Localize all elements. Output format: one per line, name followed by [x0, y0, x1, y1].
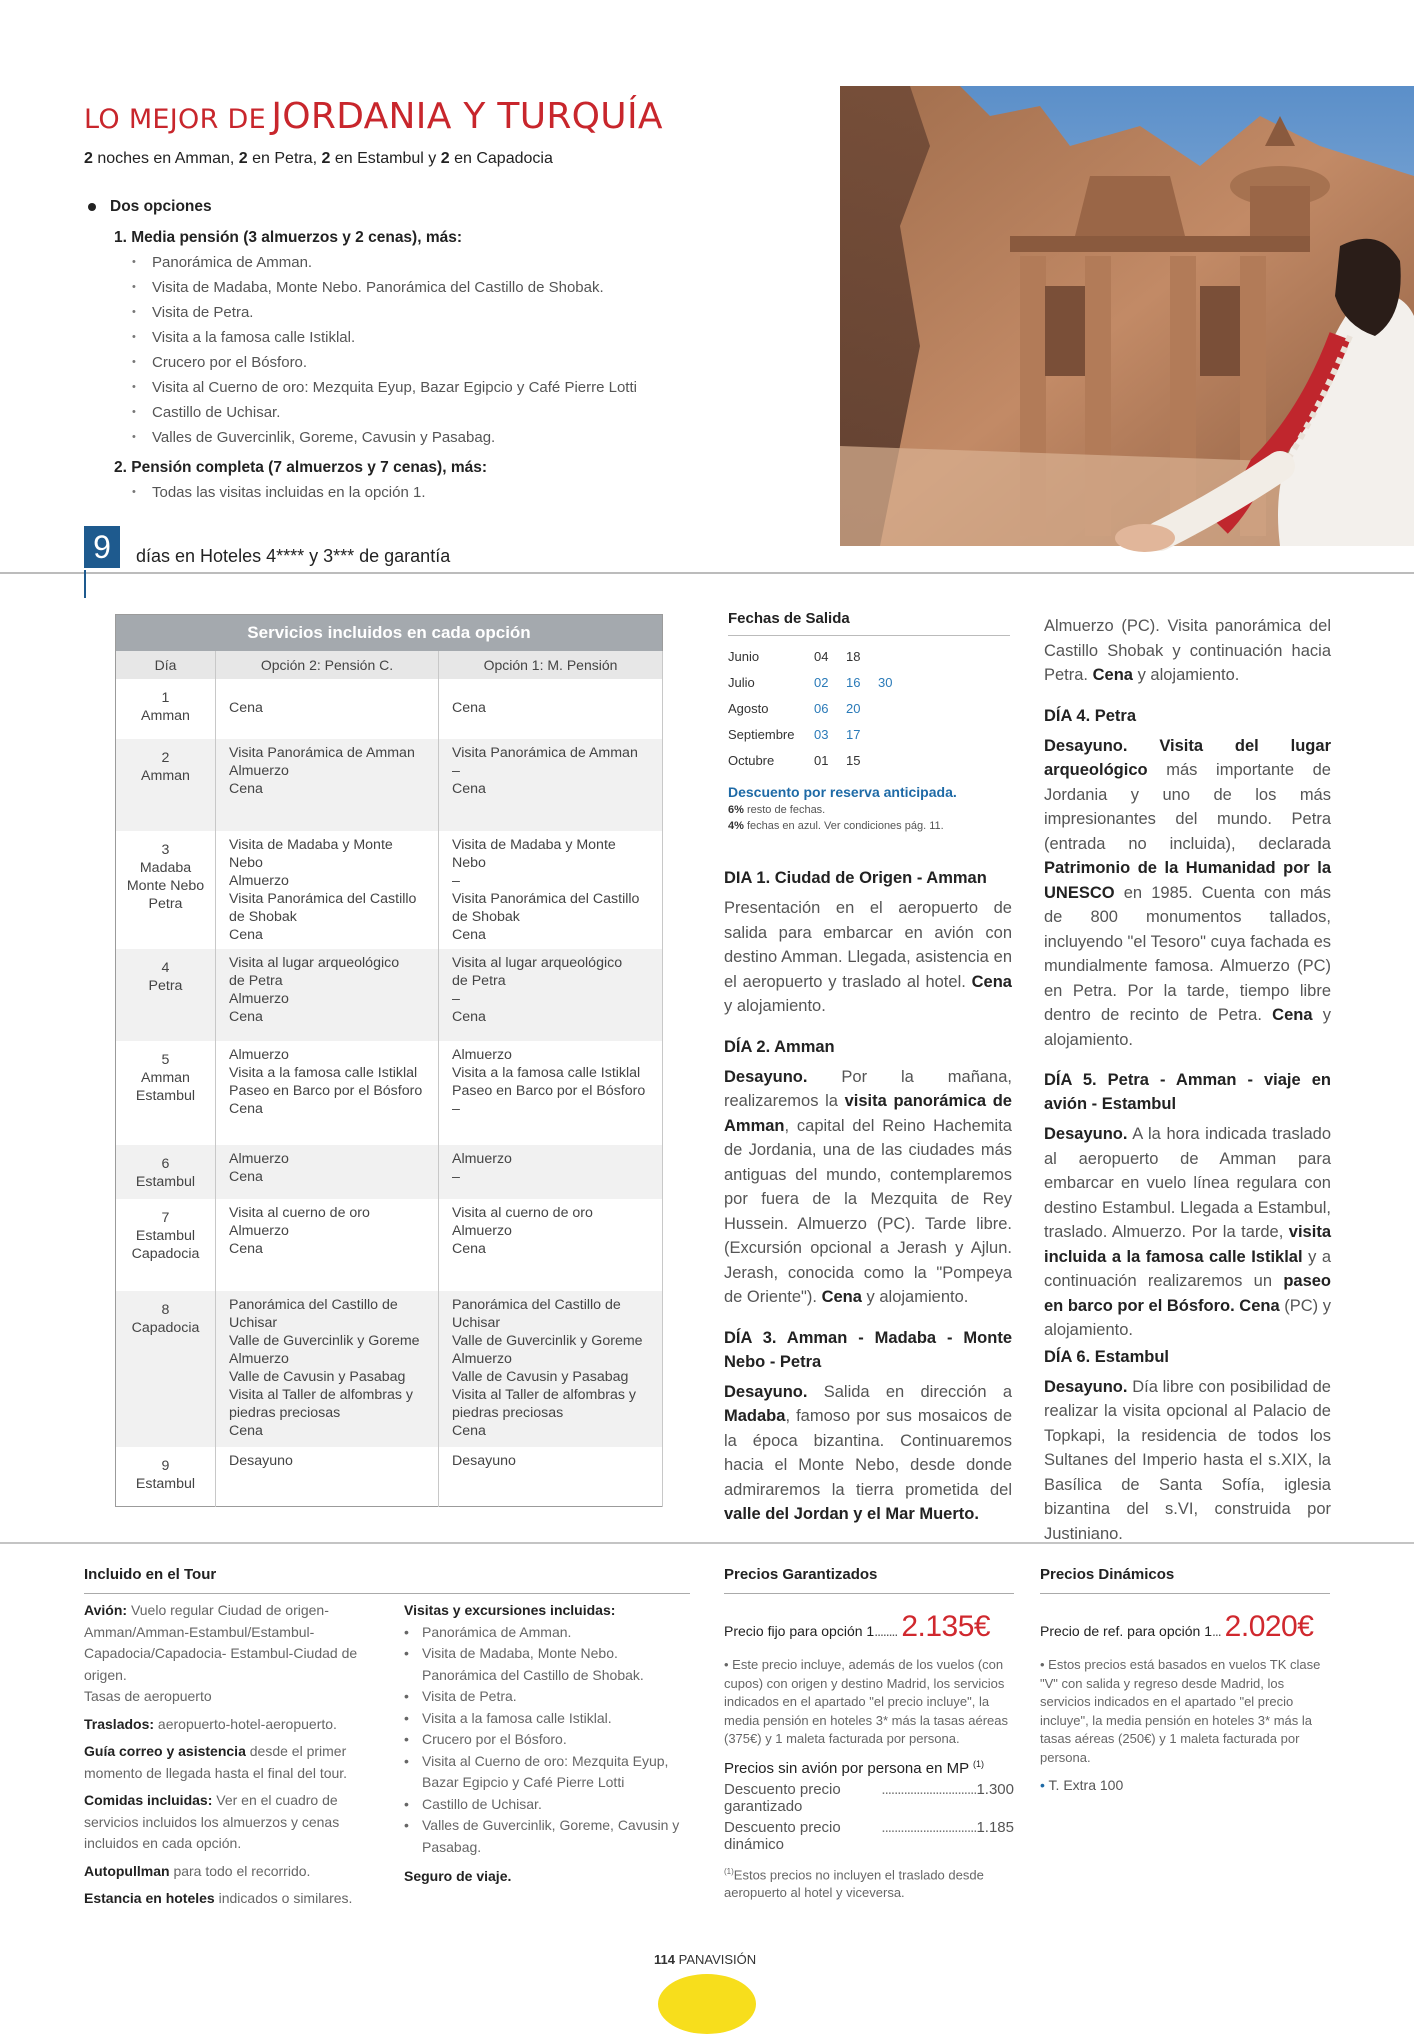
autopullman-label: Autopullman: [84, 1862, 170, 1879]
visit-item-text: Valles de Guvercinlik, Goreme, Cavusin y Pasabag.: [422, 1817, 680, 1855]
section-divider: [0, 572, 1414, 574]
day4-text: [1044, 734, 1331, 1053]
discount-line-2: [728, 820, 1010, 832]
day-cell: 9 Estambul: [116, 1447, 216, 1507]
option-item-text: Panorámica de Amman.: [152, 254, 313, 271]
dynamic-price-row: [1040, 1610, 1330, 1644]
avion-text: Vuelo regular Ciudad de origen-Amman/Amman-Estambul/Estambul-Capadocia/Capadocia- Estambul-Ciudad de origen.: [84, 1602, 358, 1683]
visit-item: [404, 1643, 694, 1686]
departure-dates-heading: Fechas de Salida: [728, 610, 1010, 636]
day2-text-3: y alojamiento.: [866, 1288, 969, 1306]
bullet-icon: •: [404, 1688, 409, 1704]
included-section: [84, 1566, 690, 1594]
options-heading-text: Dos opciones: [110, 198, 212, 215]
visit-item-text: Visita de Petra.: [422, 1688, 517, 1704]
day1-text-2: y alojamiento.: [724, 997, 826, 1015]
option-item-text: Crucero por el Bósforo.: [152, 354, 308, 371]
footnote-text: Estos precios no incluyen el traslado desde aeropuerto al hotel y viceversa.: [724, 1866, 984, 1900]
departure-day: 20: [846, 701, 861, 716]
discount-2-text: fechas en azul. Ver condiciones pág. 11.: [746, 820, 944, 832]
opcion1-cell: Visita al lugar arqueológico de Petra – Cena: [439, 949, 663, 1041]
day5-text-3: (PC) y alojamiento.: [1044, 1296, 1331, 1339]
opcion2-cell: Visita al lugar arqueológico de Petra Almuerzo Cena: [216, 949, 439, 1041]
nights-amman-count: 2: [84, 150, 93, 167]
bullet-icon: •: [132, 306, 136, 318]
services-table-body: [116, 679, 663, 1507]
table-row: [116, 679, 663, 739]
month-label: Junio: [728, 649, 760, 664]
day-cell: 5 Amman Estambul: [116, 1041, 216, 1145]
no-flight-row-guaranteed: [724, 1781, 1014, 1815]
opcion2-cell: Panorámica del Castillo de Uchisar Valle de Guvercinlik y Goreme Almuerzo Valle de Cavusin y Pasabag Visita al Taller de alfombras y piedras preciosas Cena: [216, 1291, 439, 1447]
title-prefix: LO MEJOR DE: [84, 104, 266, 135]
day-cell: 3 Madaba Monte Nebo Petra: [116, 831, 216, 949]
page-tab-marker: [658, 1974, 756, 2034]
day4-text-2: en 1985. Cuenta con más de 800 monumentos tallados, incluyendo "el Tesoro" cuya fachada es mundialmente famosa. Almuerzo (PC) en Petra. Por la tarde, tiempo libre dentro de recinto de Petra.: [1044, 883, 1331, 1024]
opcion1-cell: Visita al cuerno de oro Almuerzo Cena: [439, 1199, 663, 1291]
visit-item: [404, 1729, 694, 1751]
comidas-text: Ver en el cuadro de servicios incluidos los almuerzos y cenas incluidos en cada opción.: [84, 1792, 340, 1851]
bullet-icon: •: [132, 486, 136, 498]
option-item: [132, 350, 804, 375]
included-heading: Incluido en el Tour: [84, 1566, 690, 1594]
day2-text-2: , capital del Reino Hachemita de Jordania, una de las ciudades más antiguas del mundo, contemplaremos por fuera de la Mezquita de Rey Hussein. Almuerzo (PC). Tarde libre. (Excursión opcional a Jerash y Ajlun. Jerash, conocida como la "Pompeya de Oriente").: [724, 1116, 1012, 1306]
day6-text-1: Día libre con posibilidad de realizar la visita opcional al Palacio de Topkapi, la residencia de todos los Sultanes del Imperio hasta el s.XIX, la Basílica de Santa Sofía, iglesia bizantina del s.VI, construida por Justiniano.: [1044, 1377, 1331, 1543]
day5-text: [1044, 1122, 1331, 1343]
services-table-caption: Servicios incluidos en cada opción: [116, 615, 663, 651]
day4-bold-2: Patrimonio de la Humanidad por la UNESCO: [1044, 859, 1331, 902]
guaranteed-price-row: [724, 1610, 1014, 1644]
discount-line-1: [728, 804, 1010, 816]
visits-list: [404, 1622, 694, 1859]
departure-day: 30: [878, 675, 893, 690]
bottom-divider: [0, 1542, 1414, 1544]
dynamic-prices-heading: Precios Dinámicos: [1040, 1566, 1330, 1594]
bullet-icon: •: [132, 281, 136, 293]
included-autopullman: [84, 1861, 372, 1883]
day3-bold-2: Madaba: [724, 1407, 786, 1425]
opcion2-cell: Almuerzo Cena: [216, 1145, 439, 1199]
day-cell: 7 Estambul Capadocia: [116, 1199, 216, 1291]
bullet-icon: •: [404, 1795, 409, 1812]
days-hotels-text: días en Hoteles 4**** y 3*** de garantía: [136, 546, 451, 566]
opcion1-cell: Visita Panorámica de Amman – Cena: [439, 739, 663, 831]
bullet-icon: •: [132, 256, 136, 268]
day6-bold-1: Desayuno.: [1044, 1377, 1128, 1396]
opcion1-cell: Almuerzo Visita a la famosa calle Istiklal Paseo en Barco por el Bósforo –: [439, 1041, 663, 1145]
nights-capadocia-label: en Capadocia: [454, 150, 553, 167]
visit-item-text: Crucero por el Bósforo.: [422, 1731, 567, 1747]
opcion2-cell: Desayuno: [216, 1447, 439, 1507]
bullet-icon: •: [132, 331, 136, 343]
month-label: Agosto: [728, 701, 769, 716]
departure-month-row: [728, 748, 1010, 774]
departure-day: 15: [846, 753, 861, 768]
day2-title: DÍA 2. Amman: [724, 1037, 835, 1056]
visit-item-text: Panorámica de Amman.: [422, 1623, 572, 1640]
option-item: [132, 250, 804, 275]
option2-list: [132, 480, 804, 505]
discount-2-pct: 4%: [728, 820, 744, 832]
autopullman-text: para todo el recorrido.: [173, 1862, 311, 1879]
day4-title: DÍA 4. Petra: [1044, 706, 1137, 725]
opcion1-cell: Cena: [439, 679, 663, 739]
dynamic-price-note: • Estos precios está basados en vuelos TK clase "V" con salida y regreso desde Madrid, los servicios indicados en el apartado "el precio incluye", la media pensión en hoteles 3* más la tasas aéreas (250€) y 1 maleta facturada por persona.: [1040, 1657, 1321, 1765]
nights-estambul-label: en Estambul y: [334, 150, 437, 167]
opcion2-cell: Visita al cuerno de oro Almuerzo Cena: [216, 1199, 439, 1291]
day5-title: DÍA 5. Petra - Amman - viaje en avión - Estambul: [1044, 1071, 1331, 1113]
guia-label: Guía correo y asistencia: [84, 1743, 246, 1759]
departure-dates: [728, 610, 1010, 832]
travel-insurance: Seguro de viaje.: [404, 1868, 512, 1884]
visits-heading: Visitas y excursiones incluidas:: [404, 1602, 616, 1618]
guaranteed-prices: [724, 1566, 1014, 1902]
month-label: Julio: [728, 675, 755, 690]
estancia-label: Estancia en hoteles: [84, 1890, 215, 1906]
no-flight-heading-text: Precios sin avión por persona en MP: [724, 1759, 969, 1777]
day5-bold-2: visita incluida a la famosa calle Istiklal: [1044, 1223, 1331, 1266]
option-item: [132, 325, 804, 350]
day3-text-part2: [1044, 614, 1331, 688]
day3-text-3: Almuerzo (PC). Visita panorámica del Castillo Shobak y continuación hacia Petra.: [1044, 617, 1331, 684]
departure-day: 04: [814, 649, 829, 664]
no-flight-footnote: [724, 1863, 1014, 1902]
divider-accent: [84, 570, 86, 598]
month-label: Septiembre: [728, 727, 795, 742]
day1-text-1: Presentación en el aeropuerto de salida para embarcar en avión con destino Amman. Llegada, asistencia en el aeropuerto y traslado al hotel.: [724, 899, 1012, 991]
day1-bold-1: Cena: [971, 972, 1012, 991]
day2-bold-3: Cena: [821, 1288, 862, 1306]
nights-estambul-count: 2: [321, 150, 331, 167]
day2-bold-2: visita panorámica de Amman: [724, 1092, 1012, 1135]
opcion2-cell: Visita de Madaba y Monte Nebo Almuerzo Visita Panorámica del Castillo de Shobak Cena: [216, 831, 439, 949]
option-item: [132, 300, 804, 325]
row2-label: Descuento precio dinámico: [724, 1818, 841, 1853]
bullet-icon: •: [132, 406, 136, 418]
visit-item-text: Visita al Cuerno de oro: Mezquita Eyup, Bazar Egipcio y Café Pierre Lotti: [422, 1752, 669, 1790]
table-row: [116, 1041, 663, 1145]
day3-bold-3: valle del Jordan y el Mar Muerto.: [724, 1505, 979, 1523]
bullet-icon: •: [132, 356, 136, 368]
avion-label: Avión:: [84, 1602, 128, 1618]
page-footer: [654, 1952, 756, 1967]
no-flight-row-dynamic: [724, 1819, 1014, 1853]
option1-list: [132, 250, 804, 450]
guia-text: desde el primer momento de llegada hasta el final del tour.: [84, 1743, 348, 1781]
day3-text-2: , famoso por sus mosaicos de la época bizantina. Continuaremos hacia el Monte Nebo, desde donde admiraremos la tierra prometida del: [724, 1407, 1012, 1499]
options-section: [84, 196, 804, 505]
bullet-icon: •: [404, 1817, 409, 1833]
day-cell: 1 Amman: [116, 679, 216, 739]
day-cell: 8 Capadocia: [116, 1291, 216, 1447]
departure-day: 03: [814, 727, 829, 742]
day3-title: DÍA 3. Amman - Madaba - Monte Nebo - Petra: [724, 1328, 1012, 1371]
departure-day: 17: [846, 727, 861, 742]
nights-capadocia-count: 2: [440, 150, 450, 167]
bullet-icon: •: [404, 1731, 409, 1747]
month-label: Octubre: [728, 753, 775, 768]
day6-text: [1044, 1375, 1331, 1547]
visit-item: [404, 1794, 694, 1816]
bullet-icon: •: [404, 1623, 409, 1640]
itinerary-column-2: [1044, 614, 1331, 1546]
included-tasas: Tasas de aeropuerto: [84, 1688, 212, 1704]
visit-item: [404, 1815, 694, 1858]
day2-text-1: Por la mañana, realizaremos la: [724, 1067, 1012, 1110]
nights-amman-label: noches en Amman,: [97, 150, 235, 167]
included-guia: [84, 1741, 372, 1784]
included-comidas: [84, 1790, 372, 1855]
day5-text-2: y a continuación realizaremos un: [1044, 1247, 1331, 1290]
day3-text-4: y alojamiento.: [1137, 666, 1240, 684]
day-cell: 2 Amman: [116, 739, 216, 831]
nights-petra-count: 2: [238, 150, 248, 167]
included-left-column: [84, 1600, 372, 1916]
dynamic-prices: [1040, 1566, 1330, 1793]
bullet-icon: •: [1040, 1777, 1045, 1793]
row2-leader: ..............................: [881, 1818, 977, 1836]
early-booking-heading: Descuento por reserva anticipada.: [728, 784, 957, 800]
option-item: [132, 400, 804, 425]
option1-title: 1. Media pensión (3 almuerzos y 2 cenas), más:: [114, 229, 463, 246]
departure-day: 02: [814, 675, 829, 690]
included-avion: [84, 1600, 372, 1686]
departure-day: 18: [846, 649, 861, 664]
day4-bold-3: Cena: [1272, 1006, 1313, 1024]
guaranteed-price-note: • Este precio incluye, además de los vuelos (con cupos) con origen y destino Madrid, los servicios indicados en el apartado "el precio incluye", la media pensión en hoteles 3* más la tasas aéreas (375€) y 1 maleta facturada por persona.: [724, 1657, 1009, 1746]
day3-text-part1: [724, 1380, 1012, 1527]
day3-bold-4: Cena: [1092, 666, 1133, 684]
opcion1-cell: Desayuno: [439, 1447, 663, 1507]
comidas-label: Comidas incluidas:: [84, 1792, 213, 1808]
discount-1-pct: 6%: [728, 804, 744, 816]
day1-title: DIA 1. Ciudad de Origen - Amman: [724, 869, 987, 887]
departure-day: 01: [814, 753, 829, 768]
dynamic-price-label: Precio de ref. para opción 1: [1040, 1623, 1212, 1639]
dynamic-price-amount: 2.020€: [1224, 1610, 1314, 1643]
row1-label: Descuento precio garantizado: [724, 1780, 841, 1815]
day4-bold-1: Desayuno. Visita del lugar arqueológico: [1044, 736, 1331, 779]
table-row: [116, 1291, 663, 1447]
departure-day: 16: [846, 675, 861, 690]
day5-bold-3: paseo en barco por el Bósforo. Cena: [1044, 1272, 1332, 1315]
opcion2-cell: Almuerzo Visita a la famosa calle Istiklal Paseo en Barco por el Bósforo Cena: [216, 1041, 439, 1145]
opcion2-cell: Visita Panorámica de Amman Almuerzo Cena: [216, 739, 439, 831]
visit-item: [404, 1622, 694, 1644]
traslados-label: Traslados:: [84, 1715, 155, 1732]
visit-item: [404, 1751, 694, 1794]
guaranteed-price-label: Precio fijo para opción 1: [724, 1623, 875, 1639]
no-flight-footnote-ref: (1): [973, 1758, 985, 1769]
petra-photo-illustration: [840, 86, 1414, 546]
row2-value: 1.185: [976, 1818, 1014, 1836]
option-item-text: Visita al Cuerno de oro: Mezquita Eyup, Bazar Egipcio y Café Pierre Lotti: [152, 379, 637, 396]
option2-title: 2. Pensión completa (7 almuerzos y 7 cenas), más:: [114, 459, 488, 476]
day3-text-1: Salida en dirección a: [823, 1382, 1012, 1401]
visit-item: [404, 1708, 694, 1730]
visit-item: [404, 1686, 694, 1708]
estancia-text: indicados o similares.: [218, 1890, 353, 1906]
col-header-dia: Día: [116, 651, 216, 679]
departure-month-row: [728, 644, 1010, 670]
day2-text: [724, 1065, 1012, 1310]
visit-item-text: Visita a la famosa calle Istiklal.: [422, 1709, 612, 1726]
option-item: [132, 480, 804, 505]
services-table: [115, 614, 663, 1507]
discount-1-text: resto de fechas.: [746, 804, 826, 816]
visit-item-text: Castillo de Uchisar.: [422, 1795, 542, 1812]
day4-text-3: y alojamiento.: [1044, 1006, 1332, 1049]
traslados-text: aeropuerto-hotel-aeropuerto.: [157, 1715, 337, 1732]
col-header-opcion2: Opción 2: Pensión C.: [216, 651, 439, 679]
table-row: [116, 1447, 663, 1507]
included-visits-column: [404, 1600, 694, 1888]
visit-item-text: Visita de Madaba, Monte Nebo. Panorámica del Castillo de Shobak.: [422, 1645, 644, 1683]
extra-supplement-text: T. Extra 100: [1048, 1777, 1124, 1793]
page-number: 114: [654, 1952, 675, 1967]
day4-text-1: más importante de Jordania y uno de los más impresionantes del mundo. Petra (entrada no incluida), declarada: [1044, 761, 1331, 853]
subtitle: [84, 150, 553, 168]
extra-supplement: [1040, 1777, 1330, 1793]
itinerary-column-1: [724, 866, 1012, 1527]
table-row: [116, 739, 663, 831]
bullet-icon: [88, 203, 96, 211]
opcion1-cell: Panorámica del Castillo de Uchisar Valle de Guvercinlik y Goreme Almuerzo Valle de Cavusin y Pasabag Visita al Taller de alfombras y piedras preciosas Cena: [439, 1291, 663, 1447]
guaranteed-prices-heading: Precios Garantizados: [724, 1566, 1014, 1594]
options-heading: [84, 196, 804, 218]
footnote-marker: (1): [724, 1866, 734, 1876]
option-item-text: Todas las visitas incluidas en la opción 1.: [152, 484, 426, 501]
departure-month-row: [728, 696, 1010, 722]
title-main: JORDANIA Y TURQUÍA: [271, 96, 663, 137]
nights-petra-label: en Petra,: [252, 150, 318, 167]
hero-photo-petra: [840, 86, 1414, 546]
option-item-text: Valles de Guvercinlik, Goreme, Cavusin y Pasabag.: [152, 429, 496, 446]
departure-day: 06: [814, 701, 829, 716]
option-item: [132, 275, 804, 300]
day-cell: 6 Estambul: [116, 1145, 216, 1199]
bullet-icon: •: [404, 1645, 409, 1661]
dynamic-price-leader: ...: [1212, 1623, 1221, 1639]
bullet-icon: •: [404, 1752, 409, 1769]
included-traslados: [84, 1714, 372, 1736]
opcion1-cell: Visita de Madaba y Monte Nebo – Visita Panorámica del Castillo de Shobak Cena: [439, 831, 663, 949]
col-header-opcion1: Opción 1: M. Pensión: [439, 651, 663, 679]
days-count-badge: 9: [84, 526, 120, 568]
day5-text-1: A la hora indicada traslado al aeropuerto de Amman para embarcar en vuelo línea regulara con destino Estambul. Llegada a Estambul, traslado. Almuerzo. Por la tarde,: [1044, 1125, 1331, 1241]
table-row: [116, 949, 663, 1041]
guaranteed-price-leader: ........: [874, 1623, 898, 1639]
departure-dates-list: [728, 644, 1010, 774]
guaranteed-price-amount: 2.135€: [901, 1610, 991, 1643]
table-row: [116, 1145, 663, 1199]
option-item-text: Castillo de Uchisar.: [152, 404, 281, 421]
bullet-icon: •: [132, 381, 136, 393]
option-item: [132, 425, 804, 450]
table-row: [116, 1199, 663, 1291]
option-item: [132, 375, 804, 400]
day6-title: DÍA 6. Estambul: [1044, 1347, 1169, 1366]
row1-leader: ..............................: [881, 1780, 977, 1798]
day5-bold-1: Desayuno.: [1044, 1125, 1128, 1143]
page-title: [84, 96, 663, 137]
day1-text: [724, 896, 1012, 1019]
departure-month-row: [728, 670, 1010, 696]
option-item-text: Visita de Petra.: [152, 304, 254, 321]
brand-name: PANAVISIÓN: [678, 1952, 757, 1967]
row1-value: 1.300: [976, 1780, 1014, 1798]
day-cell: 4 Petra: [116, 949, 216, 1041]
opcion2-cell: Cena: [216, 679, 439, 739]
bullet-icon: •: [132, 431, 136, 443]
option-item-text: Visita a la famosa calle Istiklal.: [152, 329, 356, 346]
option-item-text: Visita de Madaba, Monte Nebo. Panorámica del Castillo de Shobak.: [152, 279, 604, 296]
departure-month-row: [728, 722, 1010, 748]
included-estancia: [84, 1888, 372, 1910]
opcion1-cell: Almuerzo –: [439, 1145, 663, 1199]
day3-bold-1: Desayuno.: [724, 1382, 808, 1401]
day2-bold-1: Desayuno.: [724, 1067, 808, 1086]
bullet-icon: •: [404, 1709, 409, 1726]
table-row: [116, 831, 663, 949]
no-flight-prices-heading: [724, 1759, 1014, 1777]
